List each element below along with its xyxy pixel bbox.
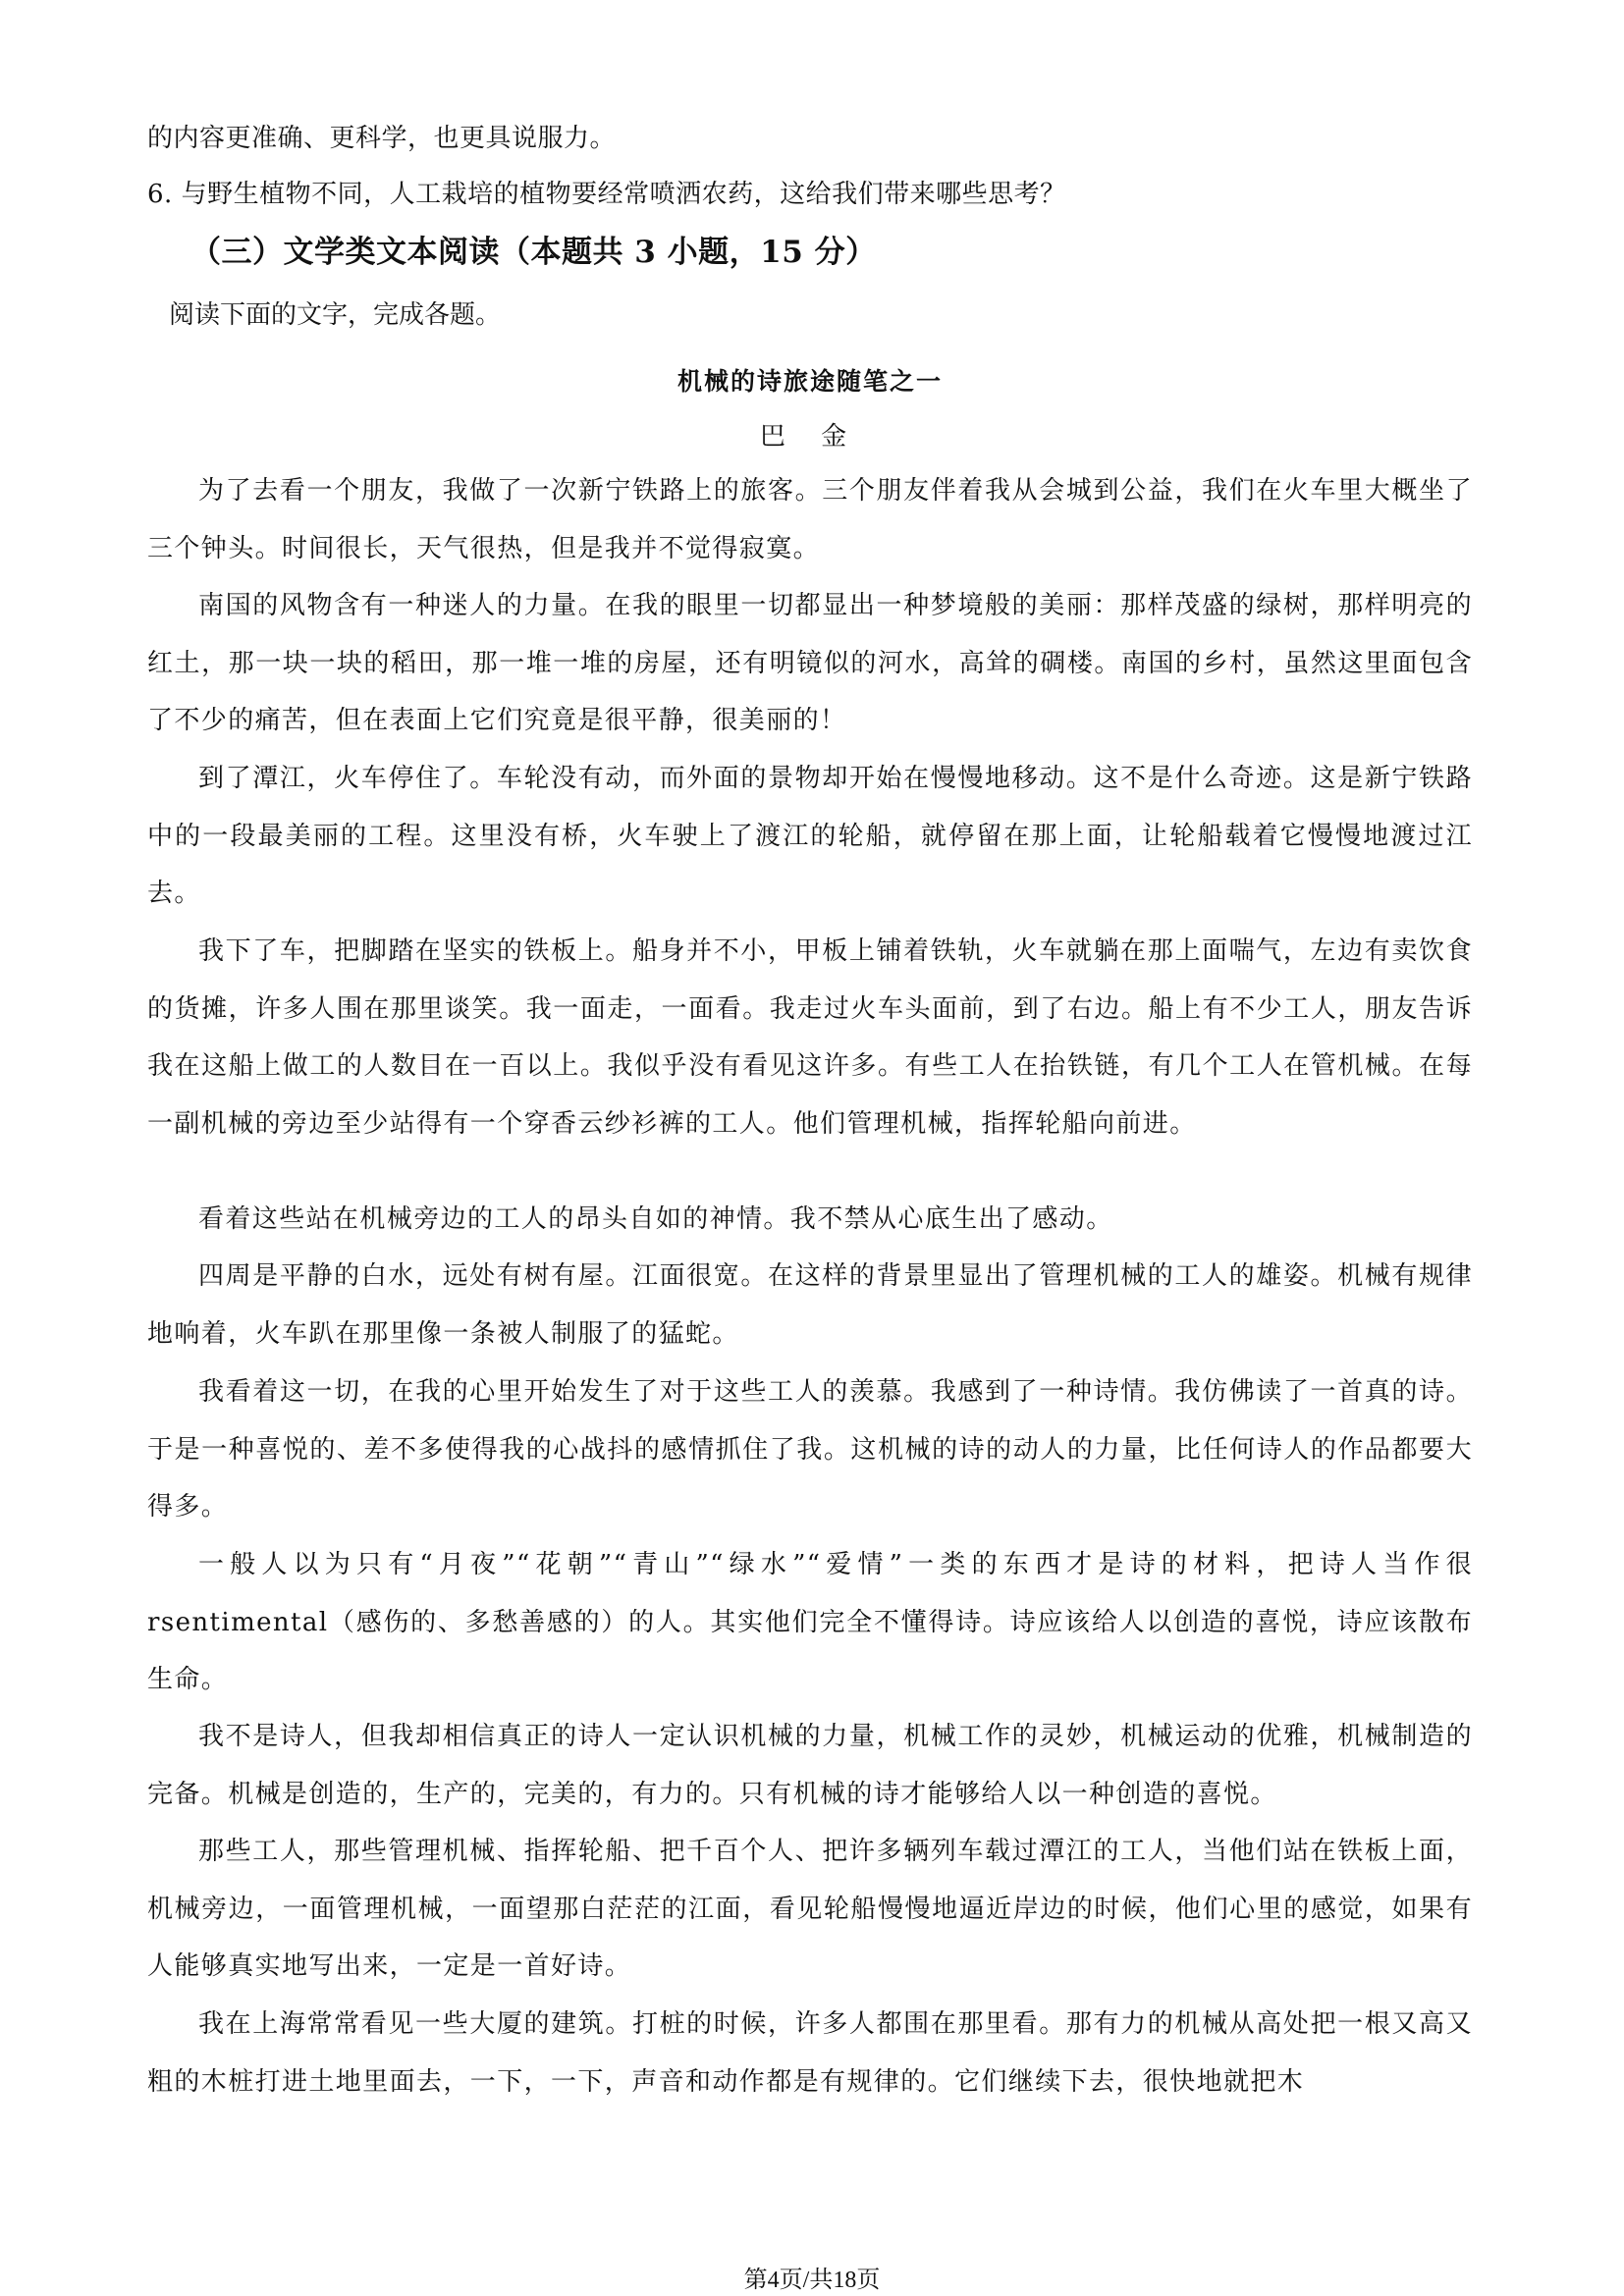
article-paragraph: 那些工人，那些管理机械、指挥轮船、把千百个人、把许多辆列车载过潭江的工人，当他们站在铁板上面，机械旁边，一面管理机械，一面望那白茫茫的江面，看见轮船慢慢地逼近岸边的时候，他们心里的感觉，如果有人能够真实地写出来，一定是一首好诗。: [147, 1837, 1473, 1981]
article-paragraph: 看着这些站在机械旁边的工人的昂头自如的神情。我不禁从心底生出了感动。: [198, 1204, 1113, 1234]
page-number: 第4页/共18页: [743, 2268, 881, 2293]
article-paragraph: 我下了车，把脚踏在坚实的铁板上。船身并不小，甲板上铺着铁轨，火车就躺在那上面喘气，左边有卖饮食的货摊，许多人围在那里谈笑。我一面走，一面看。我走过火车头面前，到了右边。船上有不少工人，朋友告诉我在这船上做工的人数目在一百以上。我似乎没有看见这许多。有些工人在抬铁链，有几个工人在管机械。在每一副机械的旁边至少站得有一个穿香云纱衫裤的工人。他们管理机械，指挥轮船向前进。: [147, 936, 1473, 1139]
article-paragraph: 一般人以为只有“月夜”“花朝”“青山”“绿水”“爱情”一类的东西才是诗的材料，把诗人当作很 rsentimental（感伤的、多愁善感的）的人。其实他们完全不懂得诗。诗应该给人以创造的喜悦，诗应该散布生命。: [147, 1550, 1473, 1694]
article-paragraph: 四周是平静的白水，远处有树有屋。江面很宽。在这样的背景里显出了管理机械的工人的雄姿。机械有规律地响着，火车趴在那里像一条被人制服了的猛蛇。: [147, 1261, 1473, 1349]
article-author: 巴 金: [759, 422, 861, 452]
article-paragraph: 南国的风物含有一种迷人的力量。在我的眼里一切都显出一种梦境般的美丽：那样茂盛的绿树，那样明亮的红土，那一块一块的稻田，那一堆一堆的房屋，还有明镜似的河水，高耸的碉楼。南国的乡村，虽然这里面包含了不少的痛苦，但在表面上它们究竟是很平静，很美丽的！: [147, 591, 1473, 735]
section-heading: （三）文学类文本阅读（本题共 3 小题，15 分）: [190, 235, 877, 270]
article-title: 机械的诗旅途随笔之一: [677, 367, 943, 396]
article-paragraph: 到了潭江，火车停住了。车轮没有动，而外面的景物却开始在慢慢地移动。这不是什么奇迹。这是新宁铁路中的一段最美丽的工程。这里没有桥，火车驶上了渡江的轮船，就停留在那上面，让轮船载着它慢慢地渡过江去。: [147, 764, 1473, 908]
reading-instruction: 阅读下面的文字，完成各题。: [169, 300, 502, 330]
article-paragraph: 我看着这一切，在我的心里开始发生了对于这些工人的羡慕。我感到了一种诗情。我仿佛读了一首真的诗。于是一种喜悦的、差不多使得我的心战抖的感情抓住了我。这机械的诗的动人的力量，比任何诗人的作品都要大得多。: [147, 1377, 1473, 1522]
question-6: 6. 与野生植物不同，人工栽培的植物要经常喷洒农药，这给我们带来哪些思考？: [147, 180, 1066, 209]
article-paragraph: 我在上海常常看见一些大厦的建筑。打桩的时候，许多人都围在那里看。那有力的机械从高处把一根又高又粗的木桩打进土地里面去，一下，一下，声音和动作都是有规律的。它们继续下去，很快地就把木: [147, 2009, 1473, 2097]
carryover-text: 的内容更准确、更科学，也更具说服力。: [147, 124, 617, 153]
article-paragraph: 为了去看一个朋友，我做了一次新宁铁路上的旅客。三个朋友伴着我从会城到公益，我们在火车里大概坐了三个钟头。时间很长，天气很热，但是我并不觉得寂寞。: [147, 476, 1473, 563]
article-paragraph: 我不是诗人，但我却相信真正的诗人一定认识机械的力量，机械工作的灵妙，机械运动的优雅，机械制造的完备。机械是创造的，生产的，完美的，有力的。只有机械的诗才能够给人以一种创造的喜悦。: [147, 1722, 1473, 1809]
